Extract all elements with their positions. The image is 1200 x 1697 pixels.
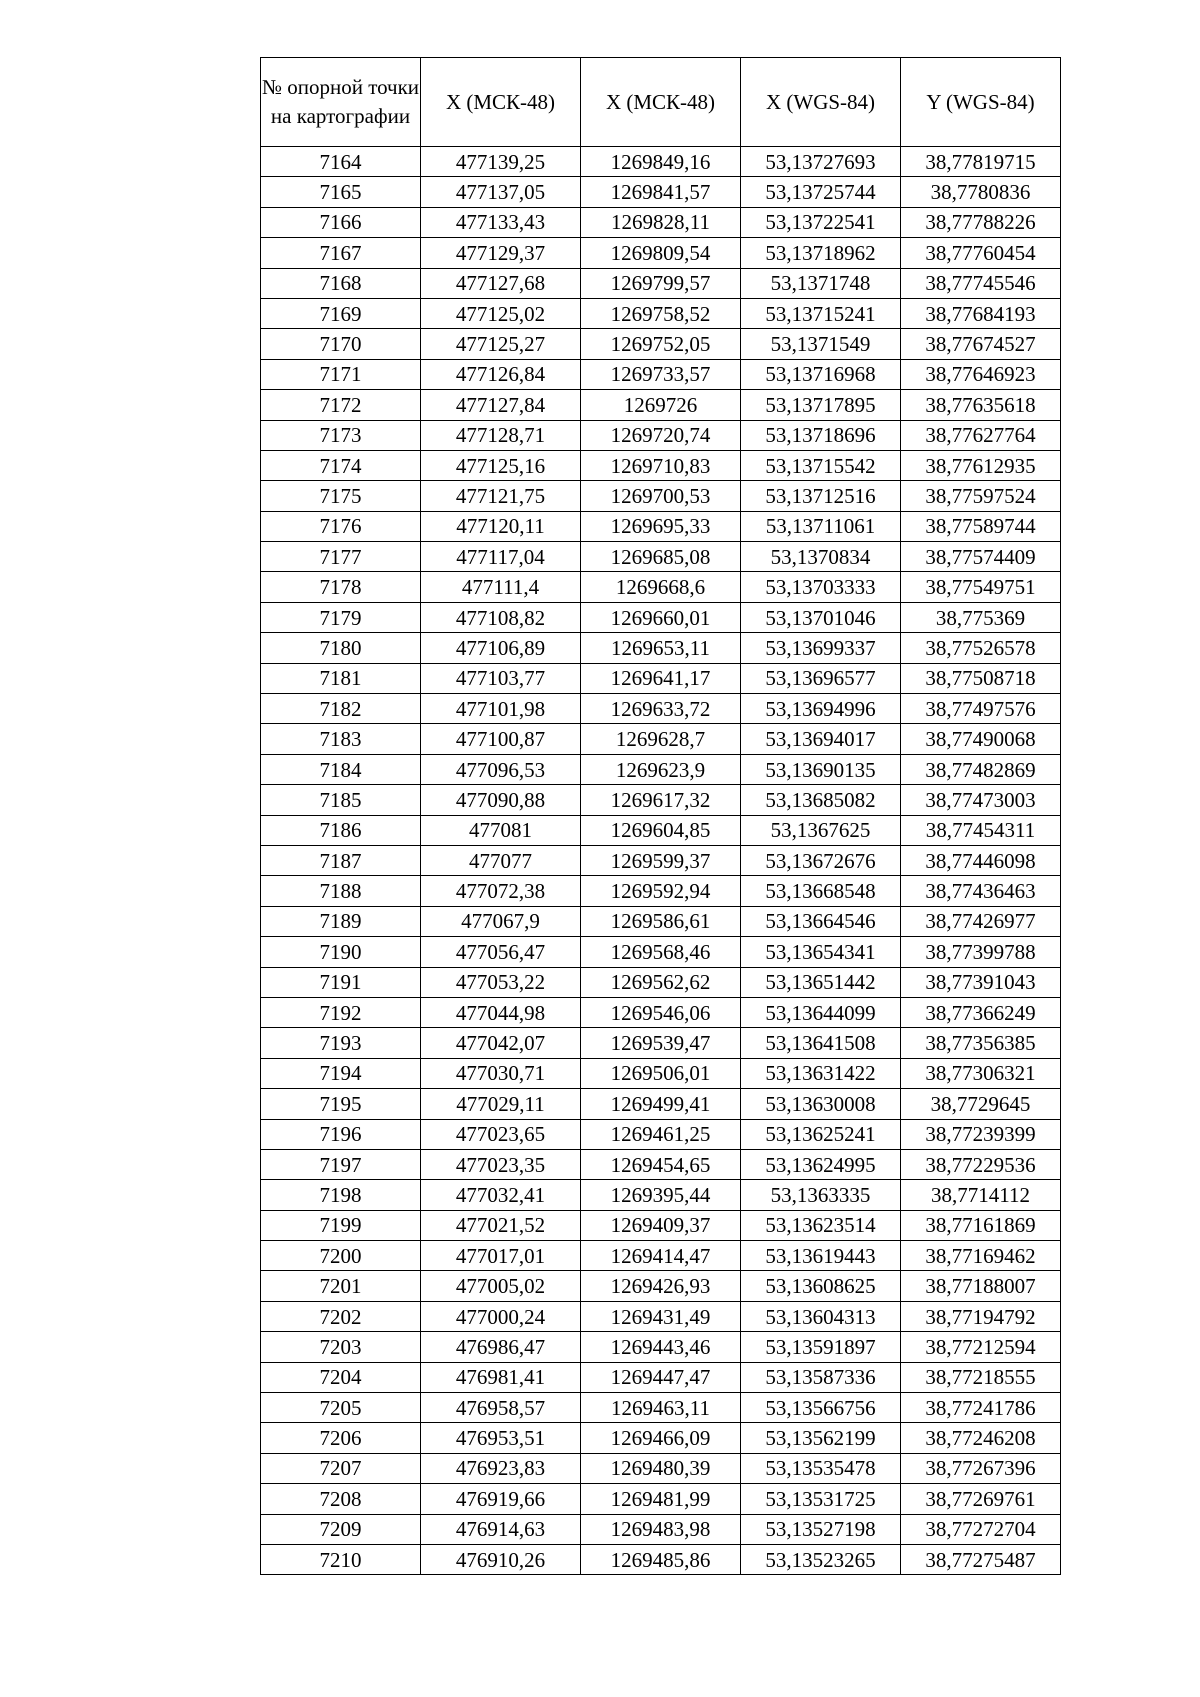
cell-point-number: 7175 <box>261 481 421 511</box>
cell-x-msk48: 477032,41 <box>421 1180 581 1210</box>
cell-x-msk48-second: 1269409,37 <box>581 1210 741 1240</box>
cell-point-number: 7208 <box>261 1484 421 1514</box>
cell-y-wgs84: 38,77246208 <box>901 1423 1061 1453</box>
cell-x-wgs84: 53,13722541 <box>741 207 901 237</box>
table-row <box>261 359 1061 389</box>
cell-y-wgs84: 38,77275487 <box>901 1544 1061 1574</box>
cell-y-wgs84: 38,77646923 <box>901 359 1061 389</box>
cell-x-msk48: 477021,52 <box>421 1210 581 1240</box>
cell-y-wgs84: 38,77306321 <box>901 1058 1061 1088</box>
cell-point-number: 7178 <box>261 572 421 602</box>
table-row <box>261 420 1061 450</box>
cell-x-msk48: 477029,11 <box>421 1089 581 1119</box>
header-x-msk48: X (МСК-48) <box>421 58 581 147</box>
cell-y-wgs84: 38,77229536 <box>901 1149 1061 1179</box>
cell-y-wgs84: 38,77169462 <box>901 1241 1061 1271</box>
cell-x-wgs84: 53,13672676 <box>741 845 901 875</box>
cell-y-wgs84: 38,77508718 <box>901 663 1061 693</box>
cell-x-msk48-second: 1269447,47 <box>581 1362 741 1392</box>
table-row <box>261 1028 1061 1058</box>
cell-x-msk48: 477030,71 <box>421 1058 581 1088</box>
cell-x-msk48: 477127,68 <box>421 268 581 298</box>
cell-x-msk48: 476923,83 <box>421 1453 581 1483</box>
cell-x-msk48-second: 1269443,46 <box>581 1332 741 1362</box>
table-row <box>261 815 1061 845</box>
cell-x-msk48-second: 1269546,06 <box>581 997 741 1027</box>
cell-point-number: 7191 <box>261 967 421 997</box>
cell-x-msk48: 477121,75 <box>421 481 581 511</box>
cell-x-wgs84: 53,13631422 <box>741 1058 901 1088</box>
cell-point-number: 7190 <box>261 937 421 967</box>
cell-x-wgs84: 53,13712516 <box>741 481 901 511</box>
cell-point-number: 7203 <box>261 1332 421 1362</box>
table-row <box>261 997 1061 1027</box>
table-row <box>261 754 1061 784</box>
table-row <box>261 694 1061 724</box>
cell-x-wgs84: 53,13703333 <box>741 572 901 602</box>
table-row <box>261 1423 1061 1453</box>
table-row <box>261 937 1061 967</box>
cell-x-msk48: 476958,57 <box>421 1393 581 1423</box>
table-row <box>261 1271 1061 1301</box>
cell-x-msk48-second: 1269568,46 <box>581 937 741 967</box>
cell-y-wgs84: 38,77549751 <box>901 572 1061 602</box>
cell-x-wgs84: 53,13527198 <box>741 1514 901 1544</box>
cell-y-wgs84: 38,775369 <box>901 602 1061 632</box>
cell-x-wgs84: 53,13696577 <box>741 663 901 693</box>
cell-point-number: 7206 <box>261 1423 421 1453</box>
cell-point-number: 7207 <box>261 1453 421 1483</box>
cell-x-msk48-second: 1269463,11 <box>581 1393 741 1423</box>
cell-x-wgs84: 53,13718696 <box>741 420 901 450</box>
cell-y-wgs84: 38,77399788 <box>901 937 1061 967</box>
cell-x-msk48-second: 1269841,57 <box>581 177 741 207</box>
table-row <box>261 1058 1061 1088</box>
cell-y-wgs84: 38,77188007 <box>901 1271 1061 1301</box>
cell-point-number: 7180 <box>261 633 421 663</box>
cell-x-wgs84: 53,13624995 <box>741 1149 901 1179</box>
cell-point-number: 7202 <box>261 1301 421 1331</box>
cell-x-msk48: 477137,05 <box>421 177 581 207</box>
cell-x-msk48-second: 1269809,54 <box>581 238 741 268</box>
table-row <box>261 1514 1061 1544</box>
table-row <box>261 542 1061 572</box>
header-x-msk48-second: X (МСК-48) <box>581 58 741 147</box>
cell-x-wgs84: 53,13699337 <box>741 633 901 663</box>
cell-x-msk48-second: 1269485,86 <box>581 1544 741 1574</box>
cell-y-wgs84: 38,77526578 <box>901 633 1061 663</box>
cell-point-number: 7183 <box>261 724 421 754</box>
table-row <box>261 876 1061 906</box>
table-row <box>261 1544 1061 1574</box>
cell-x-wgs84: 53,13591897 <box>741 1332 901 1362</box>
cell-x-wgs84: 53,13694017 <box>741 724 901 754</box>
cell-point-number: 7170 <box>261 329 421 359</box>
cell-x-msk48: 476910,26 <box>421 1544 581 1574</box>
cell-x-wgs84: 53,13531725 <box>741 1484 901 1514</box>
cell-y-wgs84: 38,77684193 <box>901 298 1061 328</box>
cell-y-wgs84: 38,77426977 <box>901 906 1061 936</box>
table-row <box>261 329 1061 359</box>
cell-point-number: 7187 <box>261 845 421 875</box>
table-row <box>261 390 1061 420</box>
table-row <box>261 845 1061 875</box>
cell-y-wgs84: 38,77366249 <box>901 997 1061 1027</box>
cell-point-number: 7177 <box>261 542 421 572</box>
cell-x-msk48: 477106,89 <box>421 633 581 663</box>
cell-x-wgs84: 53,13711061 <box>741 511 901 541</box>
table-row <box>261 1241 1061 1271</box>
cell-x-msk48: 476953,51 <box>421 1423 581 1453</box>
table-row <box>261 1210 1061 1240</box>
cell-x-wgs84: 53,13717895 <box>741 390 901 420</box>
cell-x-wgs84: 53,13644099 <box>741 997 901 1027</box>
cell-y-wgs84: 38,77272704 <box>901 1514 1061 1544</box>
cell-y-wgs84: 38,77589744 <box>901 511 1061 541</box>
table-row <box>261 967 1061 997</box>
table-header-row <box>261 58 1061 147</box>
cell-point-number: 7189 <box>261 906 421 936</box>
cell-x-msk48-second: 1269562,62 <box>581 967 741 997</box>
cell-x-msk48-second: 1269660,01 <box>581 602 741 632</box>
cell-y-wgs84: 38,77627764 <box>901 420 1061 450</box>
cell-y-wgs84: 38,77269761 <box>901 1484 1061 1514</box>
cell-x-wgs84: 53,13654341 <box>741 937 901 967</box>
cell-y-wgs84: 38,77635618 <box>901 390 1061 420</box>
cell-x-msk48-second: 1269604,85 <box>581 815 741 845</box>
cell-x-msk48: 477081 <box>421 815 581 845</box>
table-row <box>261 663 1061 693</box>
cell-x-wgs84: 53,13715241 <box>741 298 901 328</box>
table-row <box>261 1089 1061 1119</box>
table-row <box>261 1119 1061 1149</box>
cell-y-wgs84: 38,77760454 <box>901 238 1061 268</box>
cell-y-wgs84: 38,77212594 <box>901 1332 1061 1362</box>
cell-point-number: 7209 <box>261 1514 421 1544</box>
cell-x-wgs84: 53,1371549 <box>741 329 901 359</box>
cell-x-msk48: 477044,98 <box>421 997 581 1027</box>
cell-y-wgs84: 38,77356385 <box>901 1028 1061 1058</box>
cell-y-wgs84: 38,77446098 <box>901 845 1061 875</box>
cell-x-msk48: 477056,47 <box>421 937 581 967</box>
cell-point-number: 7172 <box>261 390 421 420</box>
cell-x-wgs84: 53,1370834 <box>741 542 901 572</box>
cell-y-wgs84: 38,7714112 <box>901 1180 1061 1210</box>
cell-x-wgs84: 53,13608625 <box>741 1271 901 1301</box>
cell-x-wgs84: 53,13690135 <box>741 754 901 784</box>
cell-x-wgs84: 53,13587336 <box>741 1362 901 1392</box>
cell-x-msk48: 477126,84 <box>421 359 581 389</box>
cell-x-msk48: 477103,77 <box>421 663 581 693</box>
cell-x-msk48: 477090,88 <box>421 785 581 815</box>
cell-x-msk48-second: 1269799,57 <box>581 268 741 298</box>
table-row <box>261 298 1061 328</box>
header-x-wgs84: X (WGS-84) <box>741 58 901 147</box>
table-row <box>261 1393 1061 1423</box>
cell-x-wgs84: 53,13604313 <box>741 1301 901 1331</box>
cell-x-msk48: 477133,43 <box>421 207 581 237</box>
cell-y-wgs84: 38,77239399 <box>901 1119 1061 1149</box>
cell-x-wgs84: 53,13685082 <box>741 785 901 815</box>
cell-x-wgs84: 53,13625241 <box>741 1119 901 1149</box>
cell-x-msk48-second: 1269592,94 <box>581 876 741 906</box>
cell-y-wgs84: 38,77574409 <box>901 542 1061 572</box>
cell-x-msk48: 477023,35 <box>421 1149 581 1179</box>
cell-x-msk48-second: 1269758,52 <box>581 298 741 328</box>
cell-x-wgs84: 53,13651442 <box>741 967 901 997</box>
cell-y-wgs84: 38,77391043 <box>901 967 1061 997</box>
cell-x-wgs84: 53,1371748 <box>741 268 901 298</box>
table-row <box>261 572 1061 602</box>
cell-x-msk48-second: 1269586,61 <box>581 906 741 936</box>
cell-point-number: 7167 <box>261 238 421 268</box>
cell-x-msk48-second: 1269641,17 <box>581 663 741 693</box>
cell-x-msk48-second: 1269431,49 <box>581 1301 741 1331</box>
cell-x-wgs84: 53,13523265 <box>741 1544 901 1574</box>
cell-x-msk48-second: 1269828,11 <box>581 207 741 237</box>
cell-x-msk48: 477101,98 <box>421 694 581 724</box>
cell-x-msk48-second: 1269599,37 <box>581 845 741 875</box>
cell-x-wgs84: 53,13725744 <box>741 177 901 207</box>
cell-x-msk48: 477100,87 <box>421 724 581 754</box>
cell-x-msk48: 477127,84 <box>421 390 581 420</box>
cell-x-msk48-second: 1269623,9 <box>581 754 741 784</box>
cell-x-msk48-second: 1269483,98 <box>581 1514 741 1544</box>
cell-x-msk48: 477120,11 <box>421 511 581 541</box>
cell-point-number: 7200 <box>261 1241 421 1271</box>
cell-point-number: 7164 <box>261 147 421 177</box>
cell-x-msk48: 477125,27 <box>421 329 581 359</box>
table-row <box>261 481 1061 511</box>
cell-point-number: 7174 <box>261 450 421 480</box>
cell-x-wgs84: 53,13619443 <box>741 1241 901 1271</box>
cell-point-number: 7186 <box>261 815 421 845</box>
cell-x-msk48-second: 1269617,32 <box>581 785 741 815</box>
cell-x-msk48-second: 1269461,25 <box>581 1119 741 1149</box>
cell-y-wgs84: 38,77218555 <box>901 1362 1061 1392</box>
cell-point-number: 7168 <box>261 268 421 298</box>
cell-y-wgs84: 38,77597524 <box>901 481 1061 511</box>
cell-x-msk48-second: 1269700,53 <box>581 481 741 511</box>
cell-x-msk48-second: 1269849,16 <box>581 147 741 177</box>
cell-x-msk48: 477000,24 <box>421 1301 581 1331</box>
table-row <box>261 633 1061 663</box>
cell-x-msk48-second: 1269752,05 <box>581 329 741 359</box>
cell-x-msk48-second: 1269685,08 <box>581 542 741 572</box>
cell-point-number: 7179 <box>261 602 421 632</box>
cell-point-number: 7169 <box>261 298 421 328</box>
table-row <box>261 602 1061 632</box>
cell-x-wgs84: 53,1363335 <box>741 1180 901 1210</box>
header-point-number: № опорной точки на картографии <box>261 58 421 147</box>
cell-y-wgs84: 38,77788226 <box>901 207 1061 237</box>
table-row <box>261 1301 1061 1331</box>
cell-y-wgs84: 38,77267396 <box>901 1453 1061 1483</box>
cell-point-number: 7173 <box>261 420 421 450</box>
cell-x-msk48-second: 1269454,65 <box>581 1149 741 1179</box>
cell-y-wgs84: 38,77436463 <box>901 876 1061 906</box>
cell-x-msk48: 476914,63 <box>421 1514 581 1544</box>
cell-point-number: 7197 <box>261 1149 421 1179</box>
cell-x-msk48-second: 1269695,33 <box>581 511 741 541</box>
cell-y-wgs84: 38,77490068 <box>901 724 1061 754</box>
cell-point-number: 7198 <box>261 1180 421 1210</box>
table-row <box>261 511 1061 541</box>
cell-x-wgs84: 53,13701046 <box>741 602 901 632</box>
table-row <box>261 906 1061 936</box>
table-row <box>261 1332 1061 1362</box>
cell-x-msk48: 477128,71 <box>421 420 581 450</box>
cell-x-msk48: 477111,4 <box>421 572 581 602</box>
cell-y-wgs84: 38,77482869 <box>901 754 1061 784</box>
cell-point-number: 7196 <box>261 1119 421 1149</box>
cell-x-msk48-second: 1269414,47 <box>581 1241 741 1271</box>
cell-x-wgs84: 53,13664546 <box>741 906 901 936</box>
cell-y-wgs84: 38,77497576 <box>901 694 1061 724</box>
cell-x-wgs84: 53,13718962 <box>741 238 901 268</box>
cell-point-number: 7195 <box>261 1089 421 1119</box>
table-row <box>261 207 1061 237</box>
table-body <box>261 147 1061 1575</box>
cell-x-msk48-second: 1269506,01 <box>581 1058 741 1088</box>
cell-x-msk48-second: 1269733,57 <box>581 359 741 389</box>
cell-x-msk48-second: 1269466,09 <box>581 1423 741 1453</box>
cell-y-wgs84: 38,77612935 <box>901 450 1061 480</box>
cell-x-msk48: 477139,25 <box>421 147 581 177</box>
cell-point-number: 7204 <box>261 1362 421 1392</box>
cell-x-msk48: 477108,82 <box>421 602 581 632</box>
table-row <box>261 1453 1061 1483</box>
cell-point-number: 7194 <box>261 1058 421 1088</box>
cell-point-number: 7171 <box>261 359 421 389</box>
cell-x-msk48-second: 1269720,74 <box>581 420 741 450</box>
cell-x-msk48-second: 1269726 <box>581 390 741 420</box>
cell-x-msk48: 476981,41 <box>421 1362 581 1392</box>
table-row <box>261 268 1061 298</box>
cell-point-number: 7166 <box>261 207 421 237</box>
table-row <box>261 724 1061 754</box>
cell-x-msk48-second: 1269668,6 <box>581 572 741 602</box>
cell-point-number: 7165 <box>261 177 421 207</box>
table-row <box>261 1180 1061 1210</box>
table-row <box>261 1362 1061 1392</box>
cell-x-msk48-second: 1269480,39 <box>581 1453 741 1483</box>
cell-x-msk48: 477042,07 <box>421 1028 581 1058</box>
cell-point-number: 7182 <box>261 694 421 724</box>
table-row <box>261 177 1061 207</box>
table-row <box>261 1484 1061 1514</box>
cell-point-number: 7188 <box>261 876 421 906</box>
cell-y-wgs84: 38,77819715 <box>901 147 1061 177</box>
table-row <box>261 147 1061 177</box>
cell-x-wgs84: 53,13668548 <box>741 876 901 906</box>
cell-point-number: 7210 <box>261 1544 421 1574</box>
cell-x-wgs84: 53,13535478 <box>741 1453 901 1483</box>
cell-point-number: 7184 <box>261 754 421 784</box>
table-row <box>261 1149 1061 1179</box>
cell-point-number: 7176 <box>261 511 421 541</box>
cell-point-number: 7201 <box>261 1271 421 1301</box>
cell-y-wgs84: 38,77161869 <box>901 1210 1061 1240</box>
table-row <box>261 785 1061 815</box>
cell-x-wgs84: 53,13694996 <box>741 694 901 724</box>
cell-x-msk48: 476919,66 <box>421 1484 581 1514</box>
cell-x-msk48-second: 1269710,83 <box>581 450 741 480</box>
cell-x-msk48: 477023,65 <box>421 1119 581 1149</box>
cell-y-wgs84: 38,7729645 <box>901 1089 1061 1119</box>
cell-x-msk48-second: 1269633,72 <box>581 694 741 724</box>
cell-point-number: 7181 <box>261 663 421 693</box>
cell-y-wgs84: 38,7780836 <box>901 177 1061 207</box>
cell-x-msk48: 476986,47 <box>421 1332 581 1362</box>
cell-y-wgs84: 38,77745546 <box>901 268 1061 298</box>
cell-x-msk48-second: 1269539,47 <box>581 1028 741 1058</box>
header-y-wgs84: Y (WGS-84) <box>901 58 1061 147</box>
cell-y-wgs84: 38,77473003 <box>901 785 1061 815</box>
cell-x-wgs84: 53,13716968 <box>741 359 901 389</box>
cell-x-msk48: 477005,02 <box>421 1271 581 1301</box>
cell-x-msk48: 477053,22 <box>421 967 581 997</box>
cell-x-wgs84: 53,13641508 <box>741 1028 901 1058</box>
cell-x-wgs84: 53,13566756 <box>741 1393 901 1423</box>
cell-x-msk48: 477077 <box>421 845 581 875</box>
cell-y-wgs84: 38,77194792 <box>901 1301 1061 1331</box>
table-row <box>261 450 1061 480</box>
cell-x-msk48-second: 1269395,44 <box>581 1180 741 1210</box>
cell-x-msk48: 477125,16 <box>421 450 581 480</box>
cell-x-msk48-second: 1269653,11 <box>581 633 741 663</box>
cell-point-number: 7199 <box>261 1210 421 1240</box>
cell-x-msk48: 477017,01 <box>421 1241 581 1271</box>
cell-y-wgs84: 38,77241786 <box>901 1393 1061 1423</box>
cell-x-wgs84: 53,13727693 <box>741 147 901 177</box>
cell-x-msk48-second: 1269628,7 <box>581 724 741 754</box>
cell-point-number: 7205 <box>261 1393 421 1423</box>
cell-point-number: 7185 <box>261 785 421 815</box>
cell-x-msk48-second: 1269426,93 <box>581 1271 741 1301</box>
cell-x-msk48: 477117,04 <box>421 542 581 572</box>
cell-x-msk48-second: 1269499,41 <box>581 1089 741 1119</box>
cell-x-msk48: 477072,38 <box>421 876 581 906</box>
cell-x-msk48: 477125,02 <box>421 298 581 328</box>
cell-y-wgs84: 38,77674527 <box>901 329 1061 359</box>
cell-x-wgs84: 53,13623514 <box>741 1210 901 1240</box>
cell-x-msk48: 477129,37 <box>421 238 581 268</box>
cell-point-number: 7193 <box>261 1028 421 1058</box>
cell-x-msk48-second: 1269481,99 <box>581 1484 741 1514</box>
table-row <box>261 238 1061 268</box>
coordinates-table <box>260 57 1061 1575</box>
cell-x-msk48: 477096,53 <box>421 754 581 784</box>
cell-x-wgs84: 53,13630008 <box>741 1089 901 1119</box>
cell-x-wgs84: 53,13715542 <box>741 450 901 480</box>
cell-y-wgs84: 38,77454311 <box>901 815 1061 845</box>
cell-x-wgs84: 53,13562199 <box>741 1423 901 1453</box>
cell-x-msk48: 477067,9 <box>421 906 581 936</box>
cell-x-wgs84: 53,1367625 <box>741 815 901 845</box>
cell-point-number: 7192 <box>261 997 421 1027</box>
